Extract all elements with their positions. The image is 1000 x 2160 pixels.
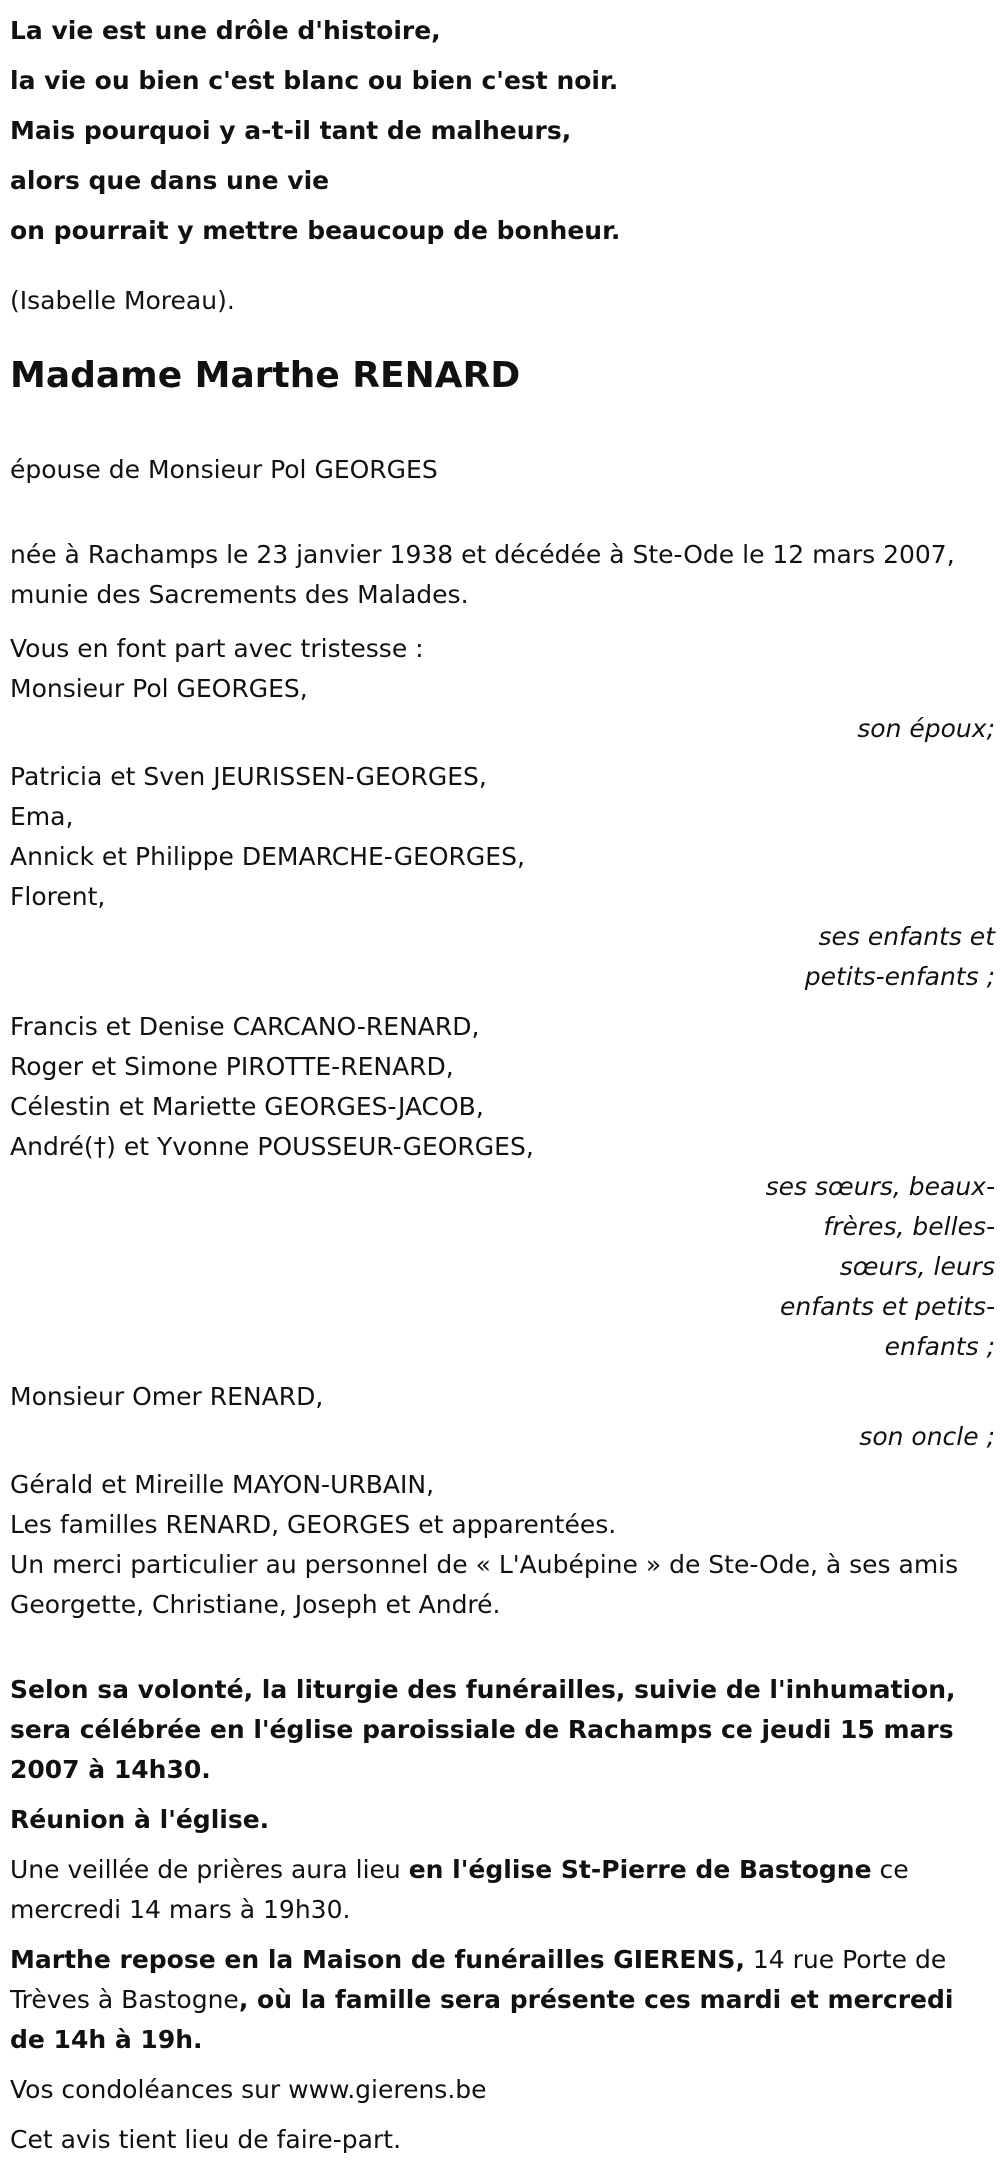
family-group-children bbox=[10, 757, 1000, 997]
relation-label: son époux; bbox=[857, 714, 995, 743]
family-name: Ema, bbox=[10, 802, 74, 831]
closing-text: Cet avis tient lieu de faire-part. bbox=[10, 2125, 402, 2154]
relation-line: sœurs, leurs bbox=[839, 1252, 995, 1281]
poem-line: la vie ou bien c'est blanc ou bien c'est noir. bbox=[10, 66, 619, 95]
vigil-post: ce mercredi 14 mars à 19h30. bbox=[10, 1855, 909, 1924]
poem-line: on pourrait y mettre beaucoup de bonheur. bbox=[10, 216, 621, 245]
poem-line: Mais pourquoi y a-t-il tant de malheurs, bbox=[10, 116, 572, 145]
vigil-pre: Une veillée de prières aura lieu bbox=[10, 1855, 409, 1884]
other-family bbox=[10, 1465, 1000, 1545]
poem-line: alors que dans une vie bbox=[10, 166, 330, 195]
meeting-note: Réunion à l'église. bbox=[10, 1805, 270, 1834]
relation-line: petits-enfants ; bbox=[804, 962, 995, 991]
family-name: Patricia et Sven JEURISSEN-GEORGES, bbox=[10, 762, 487, 791]
relation-line: frères, belles- bbox=[823, 1212, 995, 1241]
family-name: Francis et Denise CARCANO-RENARD, bbox=[10, 1012, 480, 1041]
announce-intro: Vous en font part avec tristesse : bbox=[10, 634, 424, 663]
repose-place: Marthe repose en la Maison de funérailles GIERENS, bbox=[10, 1945, 745, 1974]
family-group-siblings bbox=[10, 1007, 1000, 1367]
vigil-text bbox=[10, 1850, 995, 1930]
vigil-location: en l'église St-Pierre de Bastogne bbox=[408, 1855, 872, 1884]
relation-label bbox=[10, 917, 995, 997]
poem bbox=[10, 6, 1000, 256]
family-name: Monsieur Omer RENARD, bbox=[10, 1382, 324, 1411]
relation-line: ses enfants et bbox=[818, 922, 995, 951]
family-name: André(†) et Yvonne POUSSEUR-GEORGES, bbox=[10, 1132, 534, 1161]
family-name: Roger et Simone PIROTTE-RENARD, bbox=[10, 1052, 454, 1081]
condolences-text: Vos condoléances sur www.gierens.be bbox=[10, 2075, 487, 2104]
poem-line: La vie est une drôle d'histoire, bbox=[10, 16, 441, 45]
deceased-name: Madame Marthe RENARD bbox=[10, 355, 521, 396]
family-name: Célestin et Mariette GEORGES-JACOB, bbox=[10, 1092, 484, 1121]
relation-line: ses sœurs, beaux- bbox=[765, 1172, 995, 1201]
relation-label: son oncle ; bbox=[859, 1422, 995, 1451]
relation-line: enfants ; bbox=[884, 1332, 995, 1361]
other-family-line: Les familles RENARD, GEORGES et apparentées. bbox=[10, 1510, 617, 1539]
thanks-text: Un merci particulier au personnel de « L'Aubépine » de Ste-Ode, à ses amis Georgette, Christiane, Joseph et André. bbox=[10, 1550, 959, 1619]
other-family-line: Gérald et Mireille MAYON-URBAIN, bbox=[10, 1470, 435, 1499]
relation-line: enfants et petits- bbox=[780, 1292, 995, 1321]
family-name: Monsieur Pol GEORGES, bbox=[10, 674, 308, 703]
family-name: Florent, bbox=[10, 882, 106, 911]
family-name: Annick et Philippe DEMARCHE-GEORGES, bbox=[10, 842, 525, 871]
repose-text bbox=[10, 1940, 995, 2060]
funeral-details: Selon sa volonté, la liturgie des funérailles, suivie de l'inhumation, sera célébrée en l'église paroissiale de Rachamps ce jeudi 15 mars 2007 à 14h30. bbox=[10, 1675, 956, 1784]
spouse-line: épouse de Monsieur Pol GEORGES bbox=[10, 455, 438, 484]
obituary-page bbox=[0, 6, 1000, 2160]
family-group-uncle bbox=[10, 1377, 1000, 1457]
relation-label bbox=[10, 1167, 995, 1367]
family-group-spouse bbox=[10, 669, 1000, 749]
repose-hours: , où la famille sera présente ces mardi et mercredi de 14h à 19h. bbox=[10, 1985, 954, 2054]
poem-attribution: (Isabelle Moreau). bbox=[10, 286, 235, 315]
birth-death-text: née à Rachamps le 23 janvier 1938 et décédée à Ste-Ode le 12 mars 2007, munie des Sacrements des Malades. bbox=[10, 540, 955, 609]
repose-address: 14 rue Porte de Trèves à Bastogne bbox=[10, 1945, 947, 2014]
